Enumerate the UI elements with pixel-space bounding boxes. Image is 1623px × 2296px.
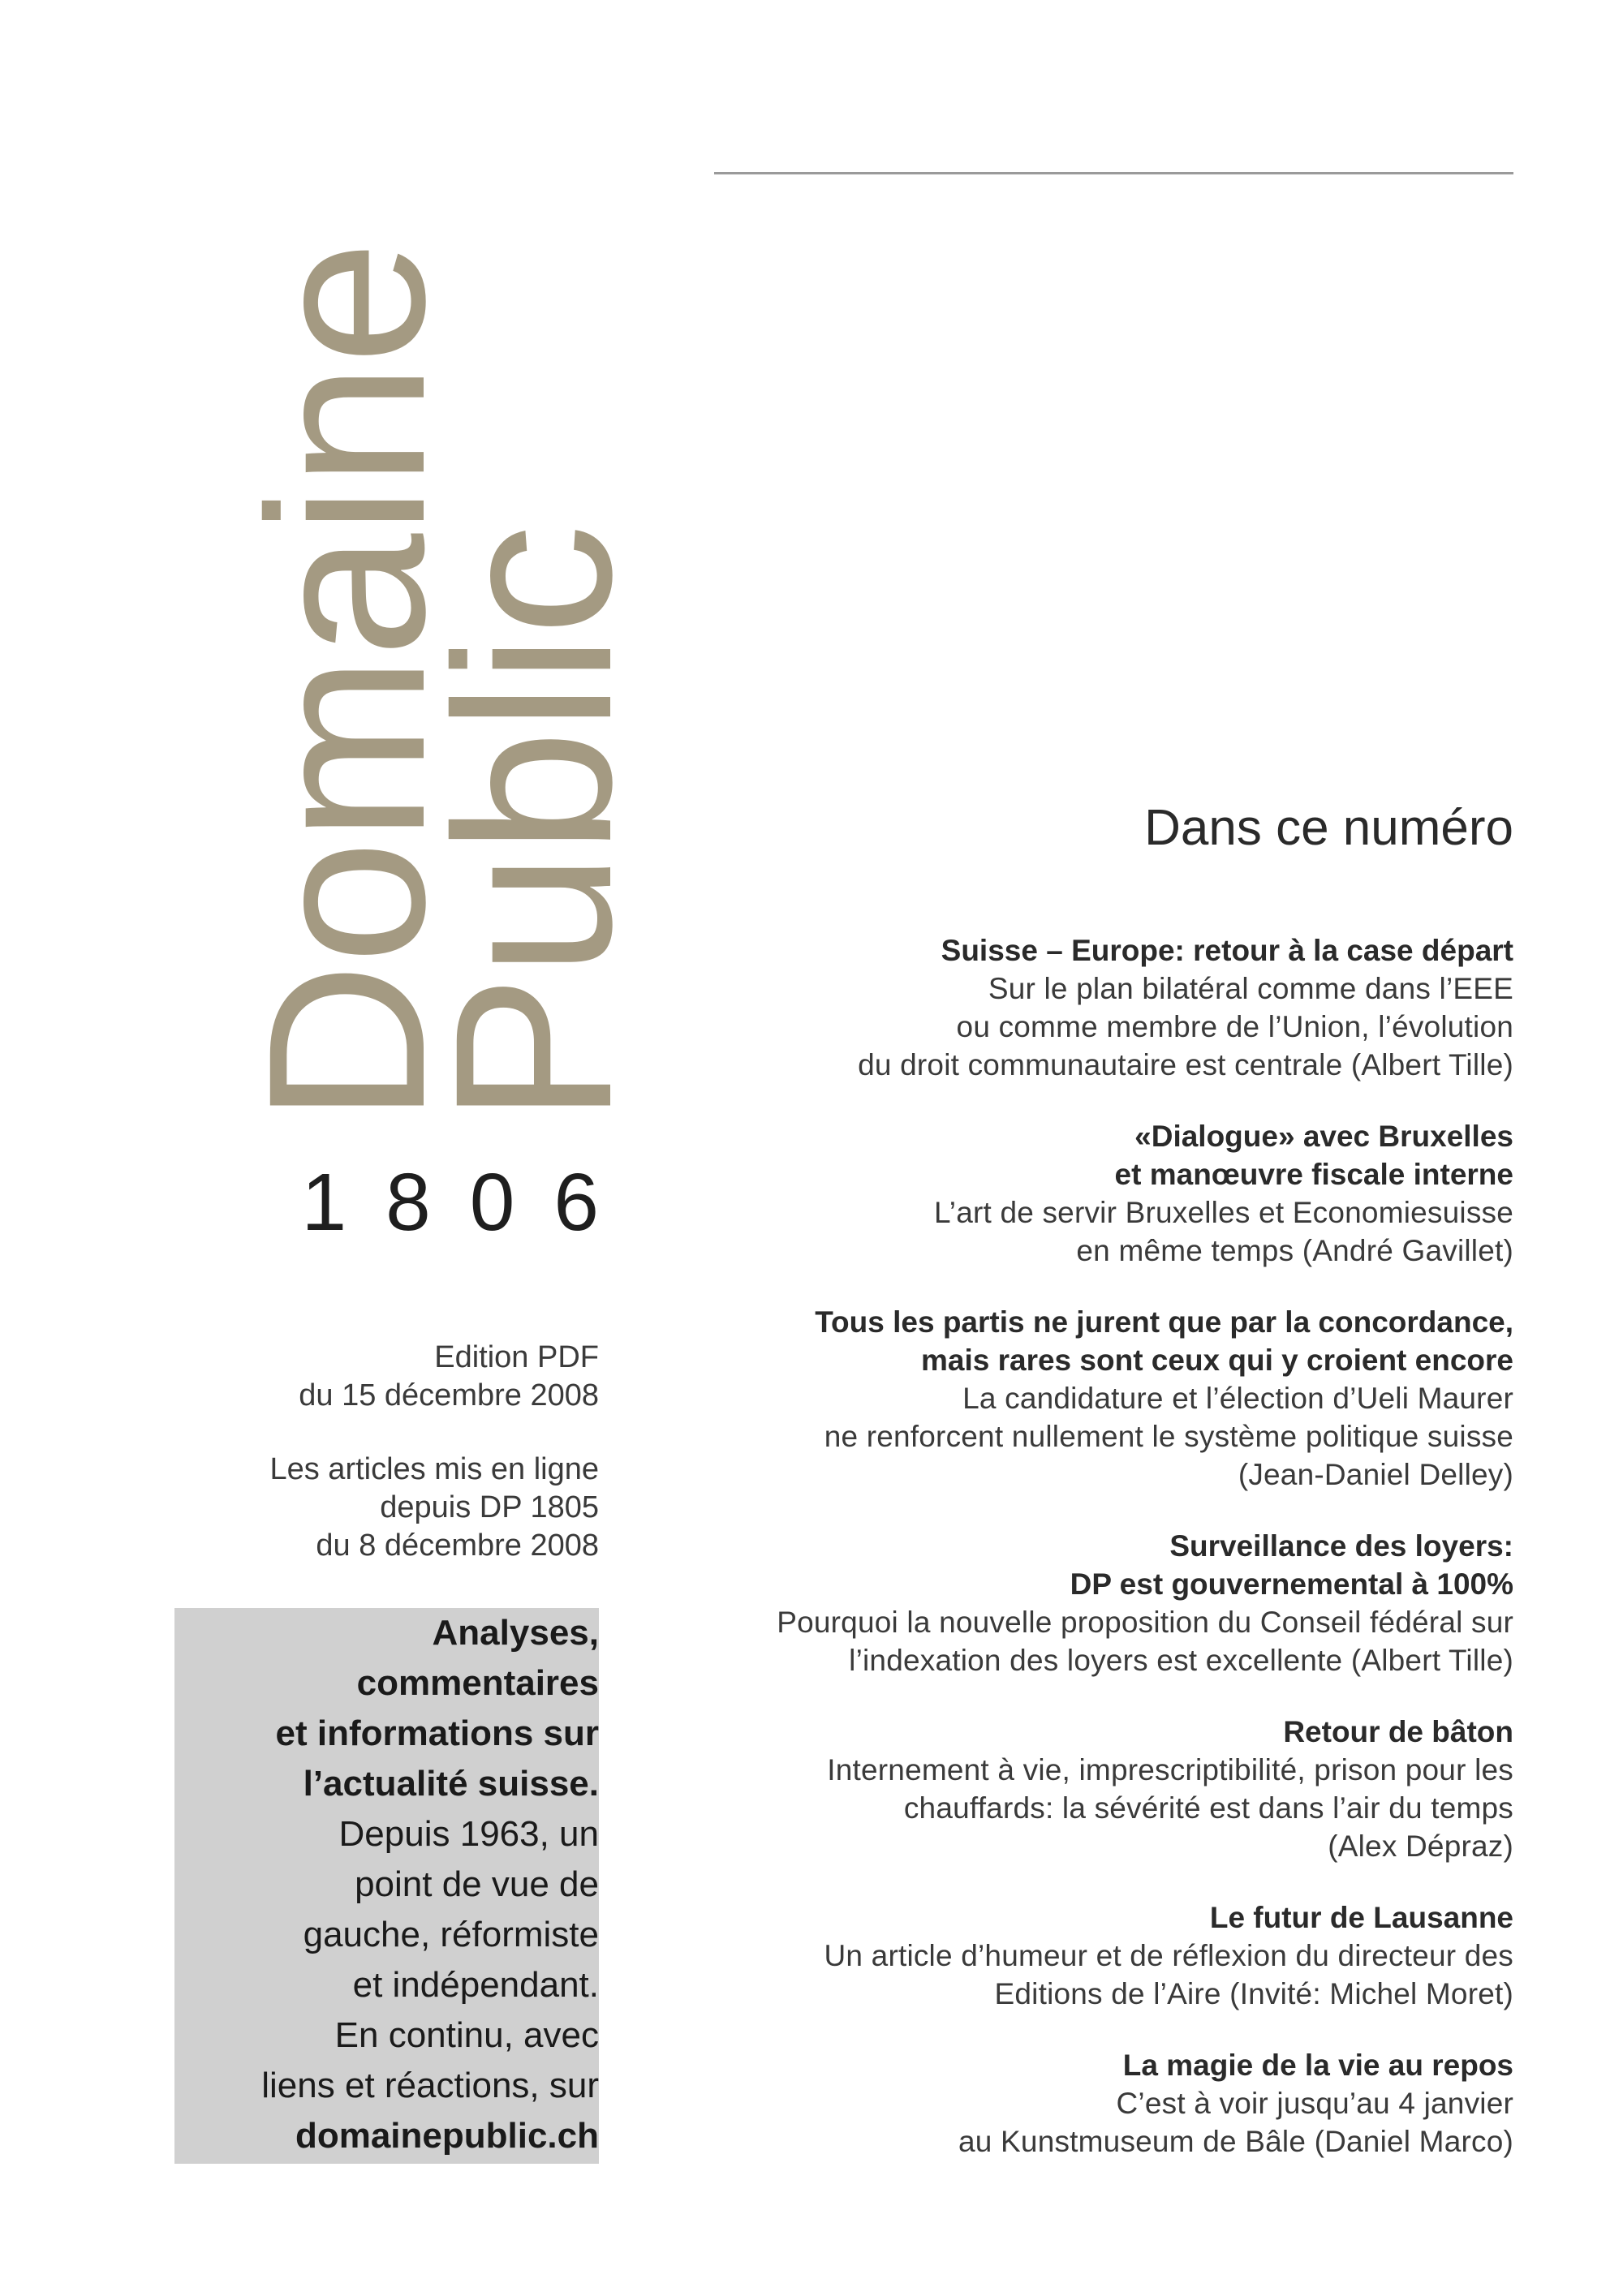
toc-item-title: Suisse – Europe: retour à la case départ <box>941 934 1513 967</box>
toc-item-title: Retour de bâton <box>1283 1715 1513 1748</box>
toc-item-desc: (Alex Dépraz) <box>1328 1829 1513 1863</box>
toc-item-title: Surveillance des loyers: <box>1169 1529 1513 1563</box>
online-line: depuis DP 1805 <box>380 1490 599 1524</box>
toc-item-desc: Pourquoi la nouvelle proposition du Conseil fédéral sur <box>777 1606 1513 1639</box>
toc-item-title: mais rares sont ceux qui y croient encore <box>920 1344 1513 1377</box>
about-line: et indépendant. <box>352 1965 599 2005</box>
toc-item-desc: Editions de l’Aire (Invité: Michel Moret) <box>994 1977 1513 2010</box>
toc-heading: Dans ce numéro <box>1144 800 1513 856</box>
edition-info <box>299 1339 599 1415</box>
online-info <box>269 1451 599 1565</box>
about-line: En continu, avec <box>334 2015 599 2055</box>
top-rule <box>714 172 1513 174</box>
toc-item[interactable] <box>661 1898 1513 2013</box>
edition-line: Edition PDF <box>434 1340 599 1374</box>
about-text <box>161 1608 599 2161</box>
toc-item[interactable] <box>661 1117 1513 1270</box>
toc-item-title: «Dialogue» avec Bruxelles <box>1134 1120 1513 1153</box>
toc-item-title: DP est gouvernemental à 100% <box>1070 1567 1513 1601</box>
edition-line: du 15 décembre 2008 <box>299 1378 599 1412</box>
table-of-contents <box>661 931 1513 2194</box>
toc-item-title: et manœuvre fiscale interne <box>1114 1158 1513 1191</box>
toc-item-desc: ne renforcent nullement le système politique suisse <box>824 1420 1513 1453</box>
online-line: du 8 décembre 2008 <box>316 1529 599 1563</box>
toc-item-desc: L’art de servir Bruxelles et Economiesuisse <box>934 1196 1513 1229</box>
toc-item-desc: (Jean-Daniel Delley) <box>1238 1458 1513 1491</box>
toc-item[interactable] <box>661 2046 1513 2161</box>
toc-item[interactable] <box>661 931 1513 1084</box>
toc-item[interactable] <box>661 1303 1513 1494</box>
about-line: gauche, réformiste <box>303 1915 599 1954</box>
toc-item-title: Le futur de Lausanne <box>1209 1901 1513 1934</box>
toc-item-desc: Un article d’humeur et de réflexion du directeur des <box>824 1939 1513 1972</box>
toc-item-desc: chauffards: la sévérité est dans l’air du temps <box>903 1791 1513 1825</box>
toc-item-title: La magie de la vie au repos <box>1122 2049 1513 2082</box>
website-link[interactable]: domainepublic.ch <box>295 2116 599 2156</box>
toc-item-desc: C’est à voir jusqu’au 4 janvier <box>1116 2087 1513 2120</box>
toc-item-title: Tous les partis ne jurent que par la concordance, <box>815 1305 1513 1339</box>
about-line: liens et réactions, sur <box>261 2066 599 2105</box>
about-line: point de vue de <box>355 1864 599 1904</box>
masthead-public: Public <box>409 526 658 1124</box>
toc-item-desc: ou comme membre de l’Union, l’évolution <box>956 1010 1513 1043</box>
toc-item-desc: du droit communautaire est centrale (Albert Tille) <box>858 1048 1513 1081</box>
about-bold-line: Analyses, <box>432 1613 599 1653</box>
toc-item-desc: Sur le plan bilatéral comme dans l’EEE <box>988 972 1513 1005</box>
about-bold-line: commentaires <box>356 1663 599 1703</box>
toc-item-desc: au Kunstmuseum de Bâle (Daniel Marco) <box>958 2125 1513 2158</box>
about-bold-line: l’actualité suisse. <box>303 1764 599 1804</box>
about-bold-line: et informations sur <box>275 1713 599 1753</box>
toc-item-desc: l’indexation des loyers est excellente (Albert Tille) <box>849 1644 1513 1677</box>
toc-item-desc: La candidature et l’élection d’Ueli Maurer <box>962 1382 1513 1415</box>
toc-item-desc: Internement à vie, imprescriptibilité, prison pour les <box>827 1753 1513 1786</box>
toc-item-desc: en même temps (André Gavillet) <box>1076 1234 1513 1267</box>
toc-item[interactable] <box>661 1527 1513 1679</box>
online-line: Les articles mis en ligne <box>269 1452 599 1486</box>
issue-number: 1806 <box>301 1157 638 1248</box>
about-line: Depuis 1963, un <box>338 1814 599 1854</box>
toc-item[interactable] <box>661 1713 1513 1865</box>
masthead-domaine: Domaine <box>222 242 471 1124</box>
